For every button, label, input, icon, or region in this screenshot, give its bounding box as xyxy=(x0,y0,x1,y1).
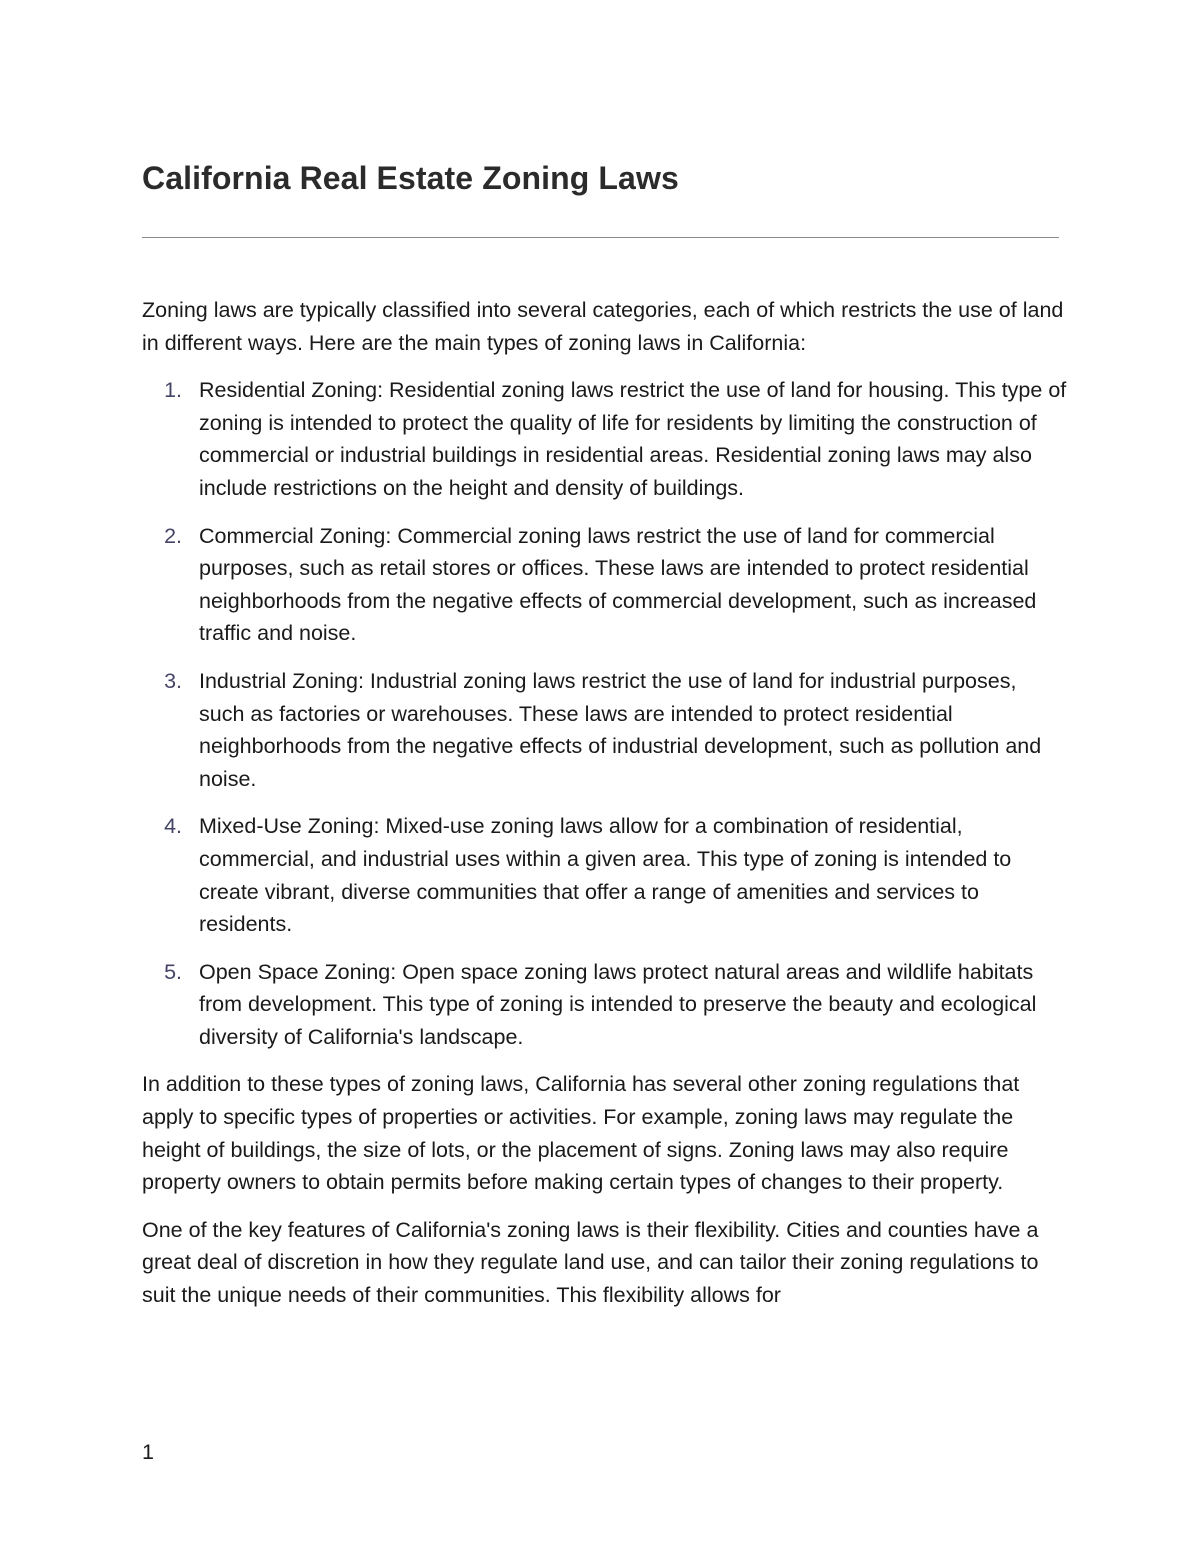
list-item-number: 3. xyxy=(164,668,182,693)
list-item-text: Residential Zoning: Residential zoning laws restrict the use of land for housing. This type of zoning is intended to protect the quality of life for residents by limiting the construction of commercial or industrial buildings in residential areas. Residential zoning laws may also include restrictions on the height and density of buildings. xyxy=(199,378,1067,500)
flexibility-paragraph: One of the key features of California's zoning laws is their flexibility. Cities and counties have a great deal of discretion in how they regulate land use, and can tailor their zoning regulations to suit the unique needs of their communities. This flexibility allows for xyxy=(142,1217,1039,1308)
list-item xyxy=(142,956,1067,1054)
list-item-text: Open Space Zoning: Open space zoning laws protect natural areas and wildlife habitats from development. This type of zoning is intended to preserve the beauty and ecological diversity of California's landscape. xyxy=(199,959,1037,1049)
additional-regulations-paragraph: In addition to these types of zoning laws, California has several other zoning regulations that apply to specific types of properties or activities. For example, zoning laws may regulate the height of buildings, the size of lots, or the placement of signs. Zoning laws may also require property owners to obtain permits before making certain types of changes to their property. xyxy=(142,1072,1020,1195)
zoning-types-list xyxy=(142,374,1067,1053)
document-body xyxy=(142,294,1067,1327)
intro-paragraph: Zoning laws are typically classified into several categories, each of which restricts the use of land in different ways. Here are the main types of zoning laws in California: xyxy=(142,298,1064,355)
list-item-text: Mixed-Use Zoning: Mixed-use zoning laws allow for a combination of residential, commercial, and industrial uses within a given area. This type of zoning is intended to create vibrant, diverse communities that offer a range of amenities and services to residents. xyxy=(199,814,1012,937)
list-item-number: 1. xyxy=(164,378,182,403)
page-number: 1 xyxy=(142,1440,154,1464)
list-item-number: 2. xyxy=(164,523,182,548)
document-title: California Real Estate Zoning Laws xyxy=(142,160,679,196)
list-item-number: 4. xyxy=(164,814,182,839)
list-item xyxy=(142,520,1067,650)
title-divider xyxy=(142,237,1059,238)
list-item xyxy=(142,665,1067,795)
list-item-text: Industrial Zoning: Industrial zoning laws restrict the use of land for industrial purposes, such as factories or warehouses. These laws are intended to protect residential neighborhoods from the negative effects of industrial development, such as pollution and noise. xyxy=(199,668,1042,791)
list-item-text: Commercial Zoning: Commercial zoning laws restrict the use of land for commercial purposes, such as retail stores or offices. These laws are intended to protect residential neighborhoods from the negative effects of commercial development, such as increased traffic and noise. xyxy=(199,523,1037,646)
list-item xyxy=(142,374,1067,504)
list-item xyxy=(142,810,1067,940)
list-item-number: 5. xyxy=(164,959,182,984)
